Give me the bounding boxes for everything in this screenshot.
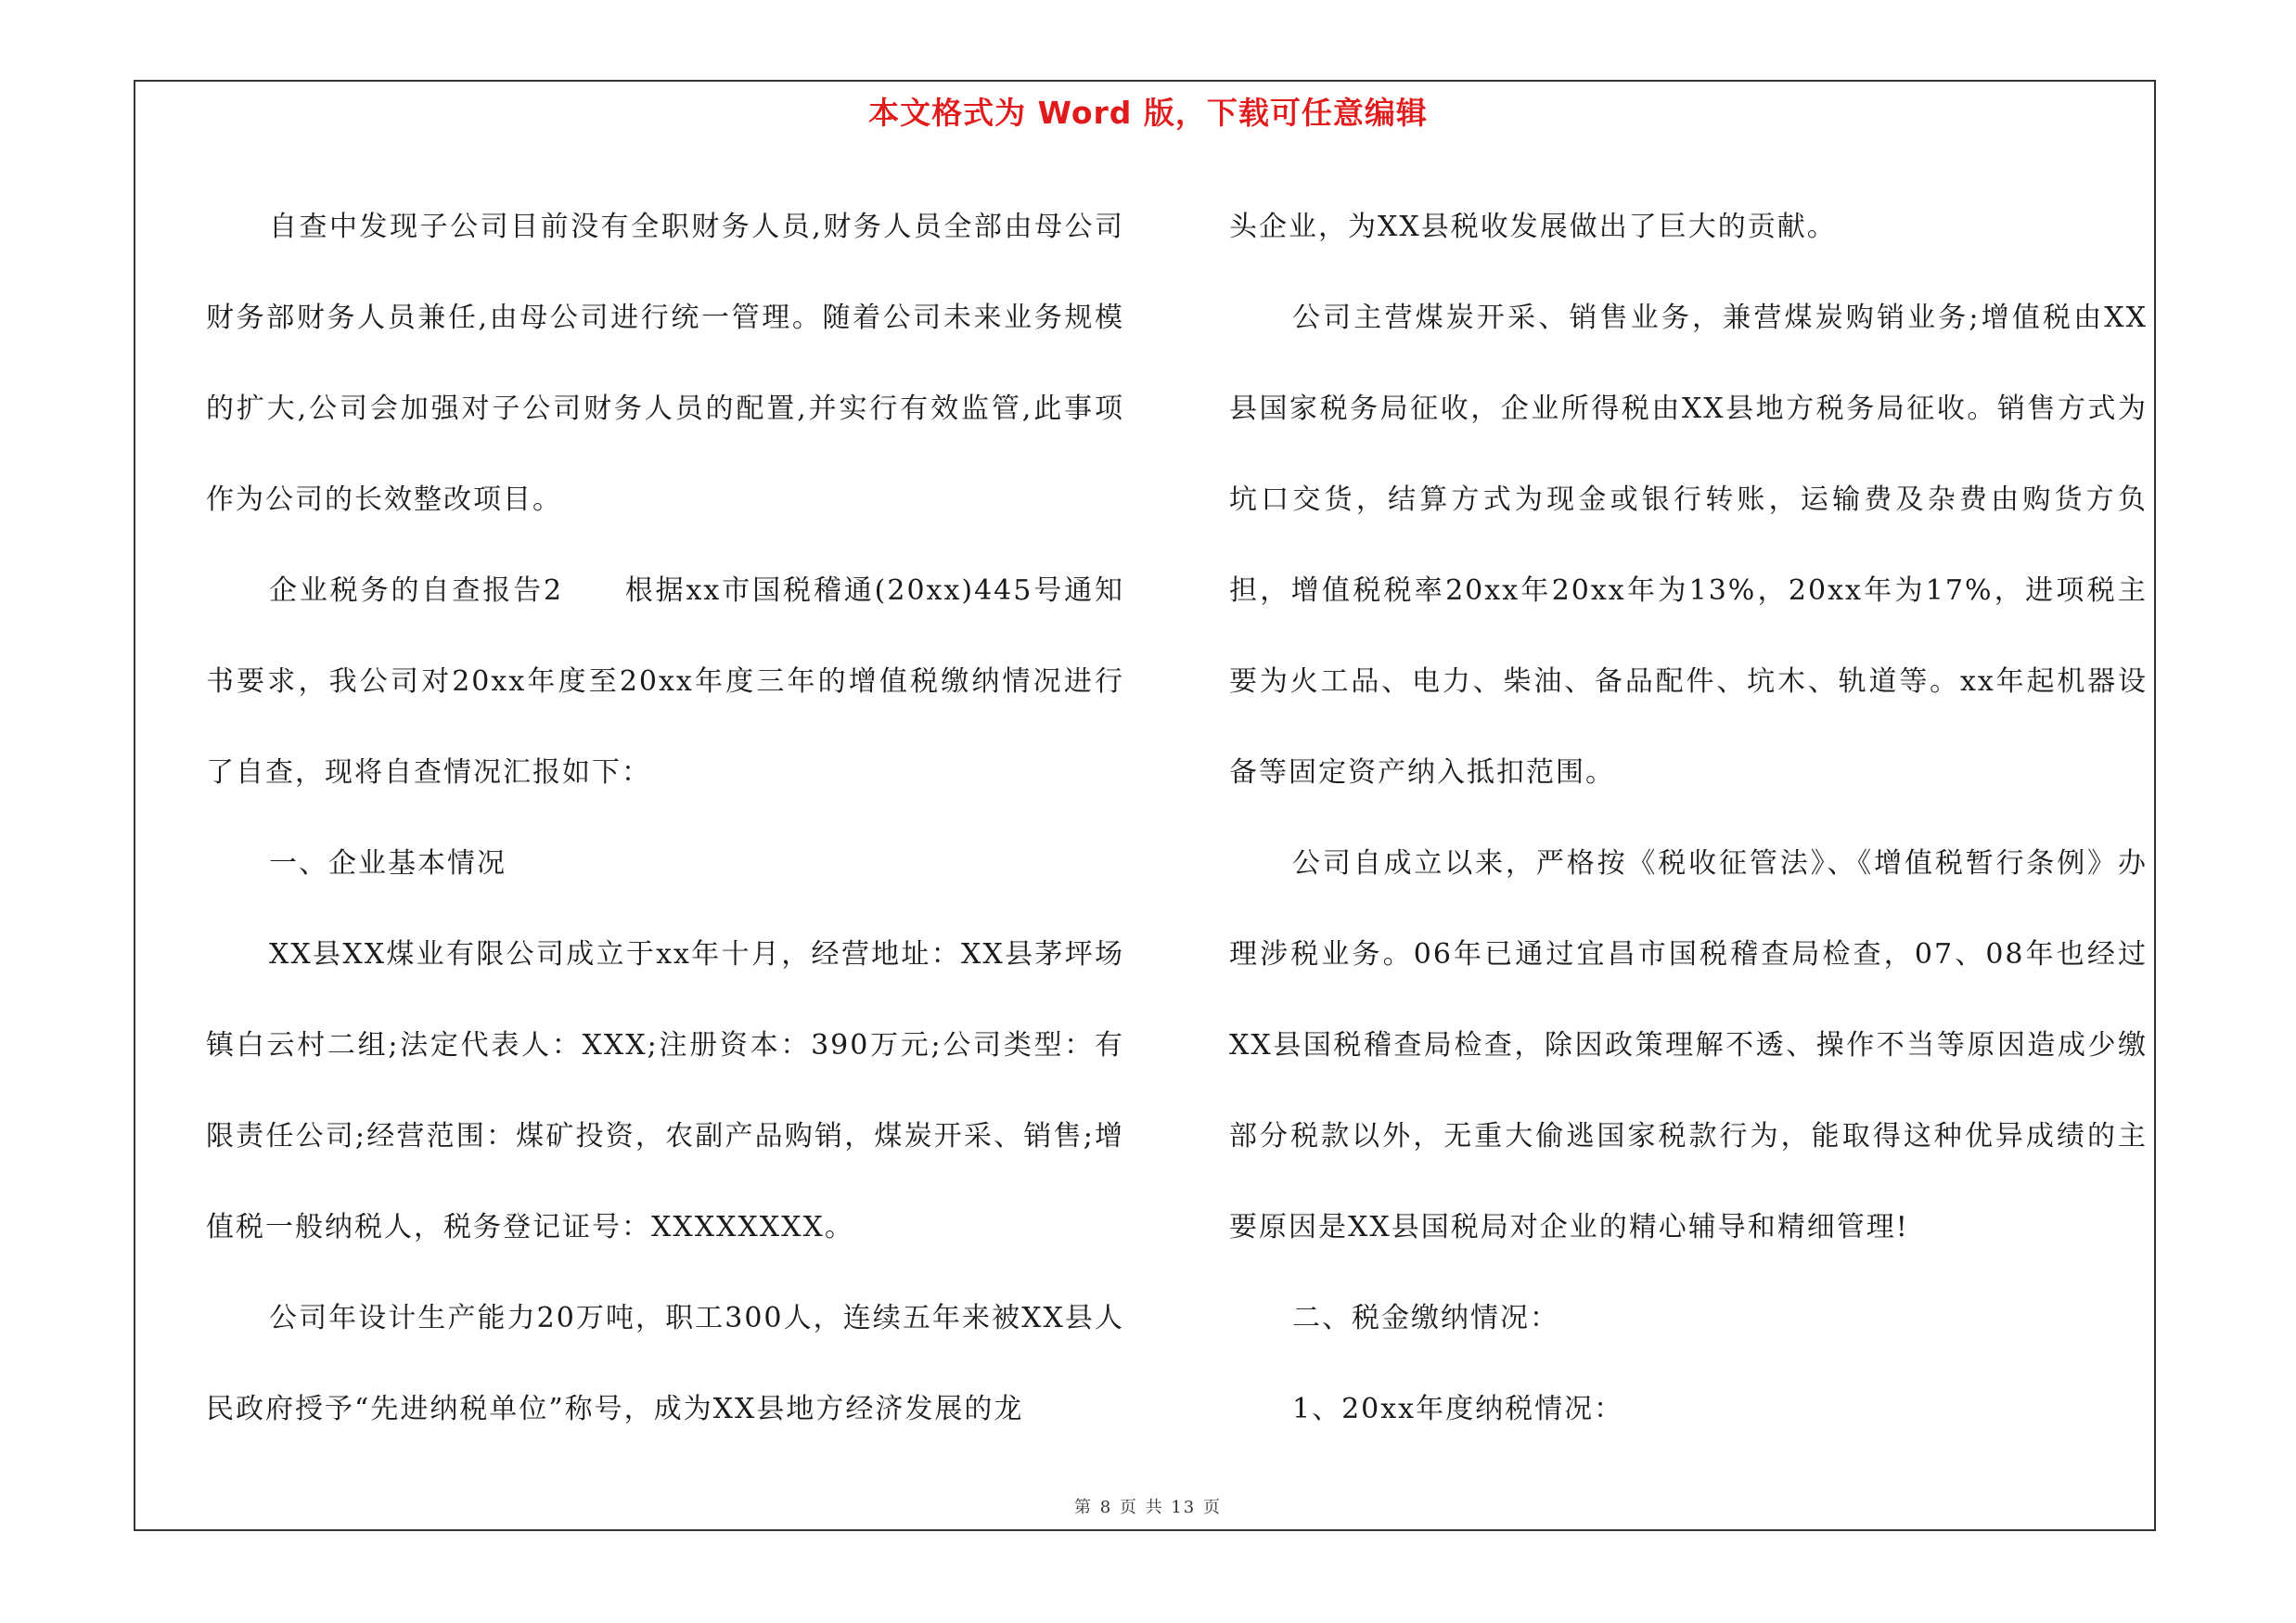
section-heading: 一、企业基本情况	[269, 847, 507, 880]
paragraph: 公司自成立以来，严格按《税收征管法》、《增值税暂行条例》办理涉税业务。06年已通过宜昌市国税稽查局检查，07、08年也经过XX县国税稽查局检查，除因政策理解不透、操作不当等原因造成少缴部分税款以外，无重大偷逃国家税款行为，能取得这种优异成绩的主要原因是XX县国税局对企业的精心辅导和精细管理!	[1229, 847, 2148, 1243]
page-number: 第 8 页 共 13 页	[1074, 1498, 1222, 1517]
paragraph: 公司年设计生产能力20万吨，职工300人，连续五年来被XX县人民政府授予“先进纳税单位”称号，成为XX县地方经济发展的龙	[206, 1302, 1124, 1425]
paragraph: 自查中发现子公司目前没有全职财务人员,财务人员全部由母公司财务部财务人员兼任,由母公司进行统一管理。随着公司未来业务规模的扩大,公司会加强对子公司财务人员的配置,并实行有效监管,此事项作为公司的长效整改项目。	[206, 211, 1124, 516]
paragraph: 企业税务的自查报告2 根据xx市国税稽通(20xx)445号通知书要求，我公司对20xx年度至20xx年度三年的增值税缴纳情况进行了自查，现将自查情况汇报如下：	[206, 574, 1124, 789]
paragraph: XX县XX煤业有限公司成立于xx年十月，经营地址：XX县茅坪场镇白云村二组;法定代表人：XXX;注册资本：390万元;公司类型：有限责任公司;经营范围：煤矿投资，农副产品购销，煤炭开采、销售;增值税一般纳税人，税务登记证号：XXXXXXXX。	[206, 938, 1124, 1243]
paragraph-continuation: 头企业，为XX县税收发展做出了巨大的贡献。	[1229, 211, 1837, 243]
editable-notice-banner: 本文格式为 Word 版，下载可任意编辑	[868, 95, 1428, 131]
section-heading: 二、税金缴纳情况：	[1292, 1302, 1559, 1334]
left-column	[206, 182, 1124, 1455]
paragraph: 公司主营煤炭开采、销售业务，兼营煤炭购销业务;增值税由XX县国家税务局征收，企业所得税由XX县地方税务局征收。销售方式为坑口交货，结算方式为现金或银行转账，运输费及杂费由购货方负担，增值税税率20xx年20xx年为13%，20xx年为17%，进项税主要为火工品、电力、柴油、备品配件、坑木、轨道等。xx年起机器设备等固定资产纳入抵扣范围。	[1229, 302, 2148, 789]
subsection-heading: 1、20xx年度纳税情况：	[1292, 1393, 1624, 1425]
right-column	[1229, 182, 2148, 1455]
